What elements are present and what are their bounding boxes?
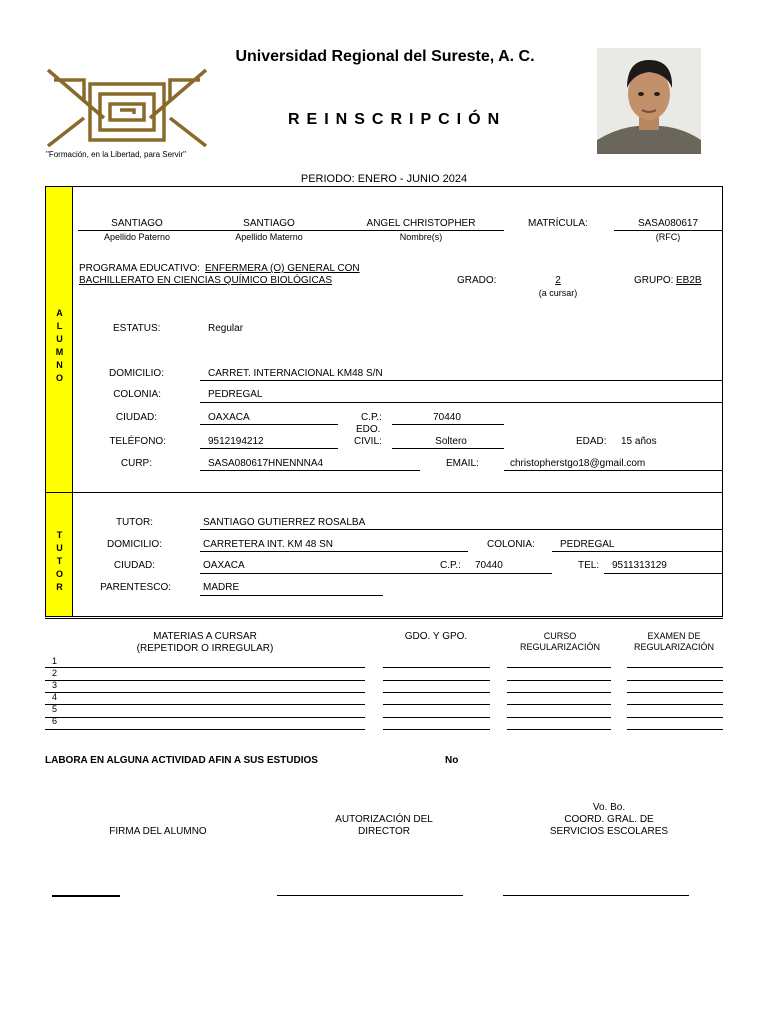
apellido-paterno-label: Apellido Paterno (103, 232, 171, 242)
telefono-label: TELÉFONO: (109, 436, 166, 447)
programa-label: PROGRAMA EDUCATIVO: (79, 263, 200, 274)
student-photo (597, 48, 701, 154)
telefono-value: 9512194212 (208, 436, 264, 447)
edo-civil-value: Soltero (435, 436, 467, 447)
tutor-tel-label: TEL: (578, 560, 600, 571)
edad-value: 15 años (621, 436, 657, 447)
examen-header-line2: REGULARIZACIÓN (633, 642, 714, 652)
university-motto: "Formación, en la Libertad, para Servir" (46, 150, 186, 159)
tutor-side-bar (46, 493, 73, 616)
tutor-tel-value: 9511313129 (612, 560, 667, 571)
nombres-label: Nombre(s) (399, 232, 443, 242)
domicilio-value: CARRET. INTERNACIONAL KM48 S/N (208, 368, 383, 379)
grado-label: GRADO: (457, 275, 497, 286)
coord-label-line2: COORD. GRAL. DE (564, 814, 654, 825)
coord-label-line3: SERVICIOS ESCOLARES (549, 826, 669, 837)
tutor-cp-label: C.P.: (440, 560, 461, 571)
grado-value: 2 (555, 275, 561, 286)
tutor-colonia-label: COLONIA: (487, 539, 535, 550)
colonia-value: PEDREGAL (208, 389, 263, 400)
tutor-domicilio-value: CARRETERA INT. KM 48 SN (203, 539, 334, 550)
estatus-value: Regular (208, 323, 244, 334)
tutor-ciudad-value: OAXACA (203, 560, 245, 571)
labora-label: LABORA EN ALGUNA ACTIVIDAD AFIN A SUS ESTUDIOS (45, 755, 318, 766)
colonia-label: COLONIA: (113, 389, 161, 400)
materia-row-number: 6 (52, 716, 58, 726)
domicilio-label: DOMICILIO: (108, 368, 164, 379)
tutor-label: TUTOR: (115, 517, 153, 528)
director-label-line1: AUTORIZACIÓN DEL (335, 814, 433, 825)
curso-header-line2: REGULARIZACIÓN (519, 642, 600, 652)
labora-value: No (445, 755, 459, 766)
estatus-label: ESTATUS: (113, 323, 161, 334)
document-title: REINSCRIPCIÓN (288, 111, 507, 128)
cp-label: C.P.: (361, 412, 382, 423)
grado-note: (a cursar) (538, 288, 578, 298)
materia-row-number: 5 (52, 704, 58, 714)
firma-director-line (277, 895, 463, 896)
curso-header-line1: CURSO (543, 631, 577, 641)
email-value: christopherstgo18@gmail.com (510, 458, 646, 469)
ciudad-value: OAXACA (208, 412, 250, 423)
edo-label: EDO. (356, 424, 381, 435)
cp-value: 70440 (433, 412, 461, 423)
materia-row-number: 2 (52, 668, 58, 678)
nombres-value: ANGEL CHRISTOPHER (366, 218, 476, 229)
firma-alumno-line (52, 895, 120, 897)
examen-header-line1: EXAMEN DE (647, 631, 701, 641)
grupo-value: EB2B (676, 275, 702, 286)
tutor-value: SANTIAGO GUTIERREZ ROSALBA (203, 517, 366, 528)
curp-label: CURP: (120, 458, 152, 469)
tutor-domicilio-label: DOMICILIO: (106, 539, 162, 550)
matricula-value: SASA080617 (637, 218, 699, 229)
edad-label: EDAD: (576, 436, 607, 447)
university-name: Universidad Regional del Sureste, A. C. (235, 48, 535, 65)
parentesco-value: MADRE (203, 582, 240, 593)
firma-alumno-label: FIRMA DEL ALUMNO (109, 826, 207, 837)
tutor-section (45, 492, 723, 617)
apellido-materno-label: Apellido Materno (235, 232, 303, 242)
period-label: PERIODO: ENERO - JUNIO 2024 (300, 173, 468, 185)
programa-value-line1: ENFERMERA (O) GENERAL CON (205, 263, 360, 274)
tutor-ciudad-label: CIUDAD: (113, 560, 155, 571)
civil-label: CIVIL: (354, 436, 382, 447)
materias-header-line1: MATERIAS A CURSAR (153, 631, 257, 642)
apellido-materno-value: SANTIAGO (243, 218, 295, 229)
curp-value: SASA080617HNENNNA4 (208, 458, 324, 469)
materia-row-number: 4 (52, 692, 58, 702)
ciudad-label: CIUDAD: (115, 412, 157, 423)
alumno-side-label: A L U M N O (55, 308, 64, 383)
grupo-label: GRUPO: (634, 275, 674, 286)
director-label-line2: DIRECTOR (357, 826, 411, 837)
gdo-gpo-header: GDO. Y GPO. (404, 631, 468, 642)
tutor-colonia-value: PEDREGAL (560, 539, 615, 550)
matricula-label: MATRÍCULA: (528, 218, 588, 229)
rfc-label: (RFC) (655, 232, 681, 242)
apellido-paterno-value: SANTIAGO (111, 218, 163, 229)
email-label: EMAIL: (446, 458, 479, 469)
materias-header-line2: (REPETIDOR O IRREGULAR) (136, 643, 274, 654)
university-logo (44, 66, 210, 150)
tutor-side-label: T U T O R (55, 530, 63, 592)
materia-row-number: 3 (52, 680, 58, 690)
parentesco-label: PARENTESCO: (100, 582, 171, 593)
coord-label-line1: Vo. Bo. (592, 802, 626, 813)
materia-row-number: 1 (52, 656, 58, 666)
programa-value-line2: BACHILLERATO EN CIENCIAS QUÍMICO BIOLÓGICAS (79, 275, 333, 286)
firma-coord-line (503, 895, 689, 896)
tutor-cp-value: 70440 (475, 560, 503, 571)
alumno-side-bar (46, 187, 73, 492)
